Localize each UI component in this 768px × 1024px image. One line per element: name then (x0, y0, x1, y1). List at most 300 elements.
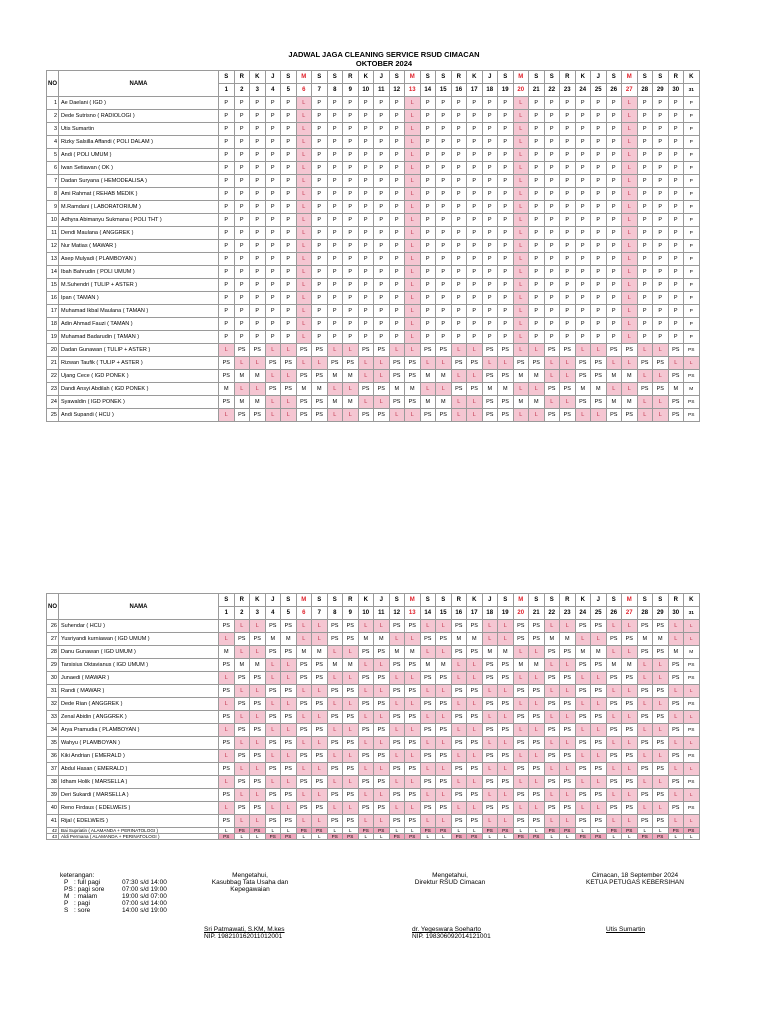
shift-cell: PS (389, 659, 405, 672)
shift-cell: P (653, 175, 669, 188)
shift-cell: L (281, 672, 297, 685)
table-row (47, 292, 700, 305)
shift-cell: PS (405, 620, 421, 633)
shift-cell: PS (529, 685, 545, 698)
shift-cell: L (420, 711, 436, 724)
shift-cell: P (467, 318, 483, 331)
shift-cell: P (575, 201, 591, 214)
shift-cell: PS (668, 409, 684, 422)
shift-cell: PS (296, 698, 312, 711)
shift-cell: PS (560, 802, 576, 815)
shift-cell: L (327, 802, 343, 815)
shift-cell: L (513, 266, 529, 279)
shift-cell: PS (250, 828, 266, 834)
staff-name: Tarsisius Oktavianus ( IGD UMUM ) (59, 659, 219, 672)
shift-cell: P (637, 292, 653, 305)
shift-cell: PS (265, 711, 281, 724)
shift-cell: PS (482, 828, 498, 834)
shift-cell: M (420, 659, 436, 672)
shift-cell: P (343, 266, 359, 279)
shift-cell: P (653, 331, 669, 344)
shift-cell: L (296, 834, 312, 840)
shift-cell: P (560, 214, 576, 227)
shift-cell: L (312, 685, 328, 698)
shift-cell: P (312, 227, 328, 240)
shift-cell: P (343, 240, 359, 253)
staff-name: Syawaldin ( IGD PONEK ) (59, 396, 219, 409)
table-row (47, 240, 700, 253)
shift-cell: P (451, 149, 467, 162)
day-number: 5 (281, 84, 297, 97)
shift-cell: M (374, 633, 390, 646)
shift-cell: L (513, 110, 529, 123)
shift-cell: M (436, 370, 452, 383)
signature-right-name: Utis Sumartin (606, 926, 646, 933)
day-letter: K (467, 71, 483, 84)
shift-cell: PS (606, 344, 622, 357)
shift-cell: PS (467, 737, 483, 750)
shift-cell: P (281, 149, 297, 162)
staff-name: Rizky Salsilla Affandi ( POLI DALAM ) (59, 136, 219, 149)
day-number: 31 (684, 607, 700, 620)
shift-cell: P (591, 97, 607, 110)
shift-cell: L (529, 802, 545, 815)
shift-cell: L (575, 344, 591, 357)
shift-cell: PS (544, 672, 560, 685)
shift-cell: L (513, 318, 529, 331)
shift-cell: PS (529, 711, 545, 724)
shift-cell: PS (591, 815, 607, 828)
shift-cell: L (591, 724, 607, 737)
shift-cell: P (265, 136, 281, 149)
shift-cell: P (575, 266, 591, 279)
shift-cell: P (637, 136, 653, 149)
shift-cell: P (219, 279, 235, 292)
shift-cell: P (560, 123, 576, 136)
shift-cell: P (327, 214, 343, 227)
shift-cell: L (358, 685, 374, 698)
shift-cell: PS (498, 724, 514, 737)
shift-cell: PS (544, 383, 560, 396)
shift-cell: L (265, 396, 281, 409)
row-number: 6 (47, 162, 59, 175)
legend-item (60, 907, 167, 914)
shift-cell: L (591, 750, 607, 763)
shift-cell: P (312, 292, 328, 305)
shift-cell: P (327, 188, 343, 201)
shift-cell: P (668, 318, 684, 331)
shift-cell: PS (560, 698, 576, 711)
shift-cell: P (684, 110, 700, 123)
row-number: 2 (47, 110, 59, 123)
staff-name: Abdul Hasan ( EMERALD ) (59, 763, 219, 776)
shift-cell: P (606, 188, 622, 201)
day-number: 25 (591, 84, 607, 97)
shift-cell: PS (467, 789, 483, 802)
shift-cell: L (622, 815, 638, 828)
shift-cell: L (343, 750, 359, 763)
shift-cell: PS (389, 620, 405, 633)
shift-cell: P (312, 214, 328, 227)
shift-cell: PS (219, 620, 235, 633)
shift-cell: P (389, 162, 405, 175)
shift-cell: M (219, 383, 235, 396)
shift-cell: M (513, 659, 529, 672)
shift-cell: L (219, 344, 235, 357)
shift-cell: P (374, 188, 390, 201)
day-number: 2 (234, 607, 250, 620)
shift-cell: L (327, 409, 343, 422)
row-number: 17 (47, 305, 59, 318)
shift-cell: P (606, 201, 622, 214)
shift-cell: P (250, 162, 266, 175)
shift-cell: M (436, 659, 452, 672)
shift-cell: L (405, 672, 421, 685)
shift-cell: L (219, 409, 235, 422)
shift-cell: P (668, 149, 684, 162)
shift-cell: L (436, 383, 452, 396)
shift-cell: P (327, 240, 343, 253)
staff-name: Asep Mulyadi ( PLAMBOYAN ) (59, 253, 219, 266)
shift-cell: P (606, 253, 622, 266)
shift-cell: P (420, 162, 436, 175)
shift-cell: L (591, 409, 607, 422)
shift-cell: L (327, 672, 343, 685)
shift-cell: P (389, 201, 405, 214)
shift-cell: L (684, 633, 700, 646)
day-number: 3 (250, 607, 266, 620)
shift-cell: P (591, 279, 607, 292)
shift-cell: P (281, 240, 297, 253)
shift-cell: L (529, 724, 545, 737)
shift-cell: P (343, 162, 359, 175)
shift-cell: L (544, 711, 560, 724)
shift-cell: L (265, 409, 281, 422)
shift-cell: PS (684, 370, 700, 383)
legend-label: : full pagi (74, 879, 101, 886)
shift-cell: P (591, 214, 607, 227)
shift-cell: P (544, 188, 560, 201)
shift-cell: P (529, 214, 545, 227)
day-letter: R (668, 594, 684, 607)
staff-name: Ujang Cece ( IGD PONEK ) (59, 370, 219, 383)
day-letter: S (281, 71, 297, 84)
shift-cell: L (498, 834, 514, 840)
shift-cell: PS (219, 737, 235, 750)
shift-cell: P (281, 305, 297, 318)
shift-cell: L (653, 724, 669, 737)
shift-cell: PS (653, 834, 669, 840)
shift-cell: P (436, 201, 452, 214)
shift-cell: P (684, 331, 700, 344)
shift-cell: L (467, 750, 483, 763)
day-letter: J (591, 594, 607, 607)
shift-cell: L (513, 750, 529, 763)
shift-cell: P (575, 188, 591, 201)
shift-cell: P (591, 110, 607, 123)
table-row (47, 331, 700, 344)
shift-cell: L (498, 737, 514, 750)
row-number: 30 (47, 672, 59, 685)
signature-right-line1: Cimacan, 18 September 2024 (591, 872, 679, 879)
shift-cell: P (668, 188, 684, 201)
day-letter: R (668, 71, 684, 84)
shift-cell: P (482, 305, 498, 318)
shift-cell: P (327, 305, 343, 318)
table-row (47, 149, 700, 162)
shift-cell: P (467, 266, 483, 279)
shift-cell: P (560, 188, 576, 201)
shift-cell: L (374, 834, 390, 840)
shift-cell: L (312, 711, 328, 724)
shift-cell: L (482, 737, 498, 750)
shift-cell: L (234, 711, 250, 724)
shift-cell: P (374, 279, 390, 292)
table-row (47, 162, 700, 175)
shift-cell: P (420, 292, 436, 305)
shift-cell: L (389, 672, 405, 685)
shift-cell: L (420, 685, 436, 698)
staff-name: Ami Rahmat ( REHAB MEDIK ) (59, 188, 219, 201)
shift-cell: L (405, 802, 421, 815)
shift-cell: M (234, 396, 250, 409)
shift-cell: PS (405, 370, 421, 383)
shift-cell: L (482, 763, 498, 776)
shift-cell: P (560, 318, 576, 331)
shift-cell: PS (591, 357, 607, 370)
shift-cell: L (343, 724, 359, 737)
shift-cell: P (560, 266, 576, 279)
shift-cell: P (436, 188, 452, 201)
day-number: 21 (529, 84, 545, 97)
shift-cell: L (312, 620, 328, 633)
table-row (47, 344, 700, 357)
shift-cell: PS (544, 750, 560, 763)
staff-name: Randi ( MAWAR ) (59, 685, 219, 698)
shift-cell: L (622, 240, 638, 253)
shift-cell: P (544, 214, 560, 227)
shift-cell: P (436, 292, 452, 305)
shift-cell: PS (312, 344, 328, 357)
shift-cell: P (591, 123, 607, 136)
shift-cell: P (653, 188, 669, 201)
shift-cell: P (467, 292, 483, 305)
staff-name: Iwan Setiawan ( OK ) (59, 162, 219, 175)
day-letter: M (296, 594, 312, 607)
shift-cell: P (250, 240, 266, 253)
staff-name: Yusriyandi kurniawan ( IGD UMUM ) (59, 633, 219, 646)
shift-cell: L (374, 763, 390, 776)
shift-cell: PS (467, 383, 483, 396)
shift-cell: P (219, 123, 235, 136)
shift-cell: L (653, 659, 669, 672)
shift-cell: P (529, 305, 545, 318)
shift-cell: P (498, 266, 514, 279)
day-letter: R (451, 71, 467, 84)
shift-cell: P (389, 149, 405, 162)
table-row (47, 698, 700, 711)
shift-cell: PS (250, 672, 266, 685)
shift-cell: P (312, 97, 328, 110)
row-number: 24 (47, 396, 59, 409)
day-number: 7 (312, 84, 328, 97)
shift-cell: L (436, 815, 452, 828)
signature-middle-line1: Mengetahui, (432, 872, 468, 879)
day-number: 20 (513, 84, 529, 97)
table-row (47, 383, 700, 396)
shift-cell: PS (684, 672, 700, 685)
shift-cell: P (281, 175, 297, 188)
shift-cell: P (606, 240, 622, 253)
shift-cell: P (436, 227, 452, 240)
shift-cell: P (591, 136, 607, 149)
shift-cell: L (606, 711, 622, 724)
shift-cell: PS (327, 789, 343, 802)
shift-cell: PS (312, 698, 328, 711)
shift-cell: L (560, 815, 576, 828)
shift-cell: L (513, 305, 529, 318)
day-number: 23 (560, 607, 576, 620)
shift-cell: P (544, 318, 560, 331)
shift-cell: L (265, 370, 281, 383)
shift-cell: P (498, 162, 514, 175)
shift-cell: PS (529, 834, 545, 840)
day-number: 12 (389, 607, 405, 620)
shift-cell: PS (219, 834, 235, 840)
shift-cell: P (358, 318, 374, 331)
day-number: 6 (296, 84, 312, 97)
shift-cell: PS (637, 646, 653, 659)
shift-cell: PS (327, 685, 343, 698)
shift-cell: P (250, 227, 266, 240)
day-number: 29 (653, 84, 669, 97)
shift-cell: P (250, 266, 266, 279)
day-letter: S (606, 71, 622, 84)
shift-cell: P (358, 149, 374, 162)
shift-cell: P (358, 162, 374, 175)
row-number: 31 (47, 685, 59, 698)
shift-cell: PS (358, 646, 374, 659)
shift-cell: P (358, 123, 374, 136)
day-number: 22 (544, 84, 560, 97)
shift-cell: P (436, 305, 452, 318)
row-number: 5 (47, 149, 59, 162)
day-number: 11 (374, 607, 390, 620)
shift-cell: PS (513, 620, 529, 633)
shift-cell: P (560, 292, 576, 305)
shift-cell: L (327, 750, 343, 763)
shift-cell: PS (575, 834, 591, 840)
shift-cell: PS (637, 834, 653, 840)
shift-cell: PS (591, 620, 607, 633)
shift-cell: P (374, 305, 390, 318)
shift-cell: P (498, 136, 514, 149)
shift-cell: P (591, 201, 607, 214)
shift-cell: L (668, 815, 684, 828)
shift-cell: PS (575, 711, 591, 724)
shift-cell: L (436, 357, 452, 370)
shift-cell: M (560, 633, 576, 646)
row-number: 32 (47, 698, 59, 711)
shift-cell: PS (358, 344, 374, 357)
shift-cell: P (637, 188, 653, 201)
shift-cell: P (498, 201, 514, 214)
shift-cell: L (343, 698, 359, 711)
row-number: 26 (47, 620, 59, 633)
shift-cell: P (684, 266, 700, 279)
shift-cell: L (343, 383, 359, 396)
shift-cell: PS (653, 620, 669, 633)
shift-cell: P (343, 214, 359, 227)
shift-cell: P (467, 279, 483, 292)
day-number: 8 (327, 84, 343, 97)
shift-cell: PS (591, 370, 607, 383)
day-number: 9 (343, 607, 359, 620)
signature-left-nip: NIP. 198210162011012001 (204, 933, 283, 940)
shift-cell: L (327, 828, 343, 834)
shift-cell: P (374, 253, 390, 266)
shift-cell: L (250, 620, 266, 633)
shift-cell: P (234, 305, 250, 318)
shift-cell: P (451, 279, 467, 292)
shift-cell: P (389, 318, 405, 331)
shift-cell: L (513, 292, 529, 305)
shift-cell: P (591, 149, 607, 162)
shift-cell: PS (358, 672, 374, 685)
shift-cell: P (498, 240, 514, 253)
shift-cell: PS (622, 672, 638, 685)
shift-cell: L (343, 344, 359, 357)
shift-cell: L (498, 357, 514, 370)
day-letter: R (560, 594, 576, 607)
shift-cell: P (560, 279, 576, 292)
staff-name: Dede Rian ( ANGGREK ) (59, 698, 219, 711)
shift-cell: PS (622, 698, 638, 711)
shift-cell: P (374, 266, 390, 279)
shift-cell: PS (250, 409, 266, 422)
shift-cell: M (606, 396, 622, 409)
shift-cell: L (591, 633, 607, 646)
shift-cell: PS (560, 828, 576, 834)
shift-cell: P (529, 331, 545, 344)
shift-cell: PS (343, 685, 359, 698)
shift-cell: L (327, 344, 343, 357)
shift-cell: L (513, 672, 529, 685)
shift-cell: PS (389, 815, 405, 828)
shift-cell: L (374, 659, 390, 672)
staff-name: Idham Holik ( MARSELLA ) (59, 776, 219, 789)
shift-cell: P (529, 318, 545, 331)
shift-cell: P (668, 266, 684, 279)
shift-cell: L (405, 750, 421, 763)
table-row (47, 227, 700, 240)
shift-cell: P (436, 136, 452, 149)
shift-cell: L (684, 834, 700, 840)
shift-cell: M (250, 370, 266, 383)
shift-cell: L (358, 659, 374, 672)
day-letter: S (637, 594, 653, 607)
shift-cell: P (467, 188, 483, 201)
shift-cell: L (343, 802, 359, 815)
shift-cell: P (281, 279, 297, 292)
shift-cell: PS (622, 776, 638, 789)
shift-cell: L (451, 802, 467, 815)
shift-cell: P (219, 162, 235, 175)
shift-cell: PS (482, 776, 498, 789)
shift-cell: P (560, 149, 576, 162)
shift-cell: P (591, 266, 607, 279)
shift-cell: PS (281, 789, 297, 802)
